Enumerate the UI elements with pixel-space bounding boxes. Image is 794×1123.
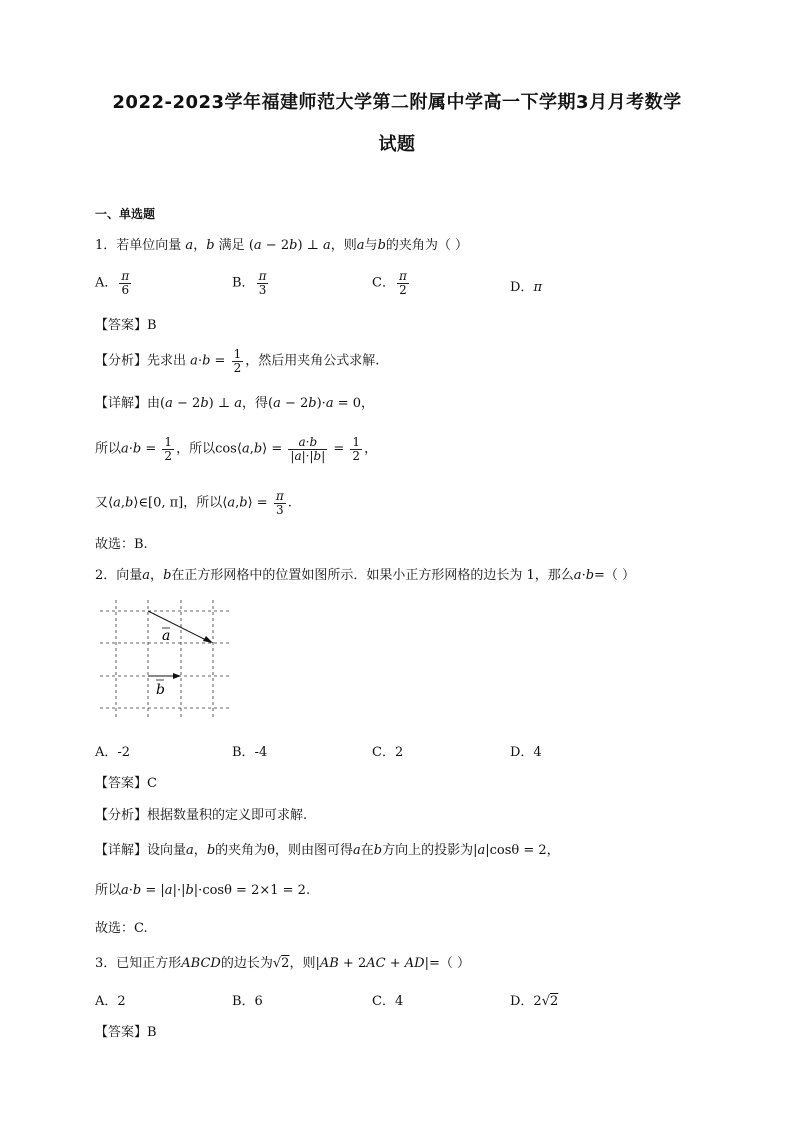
grid-lines: [100, 600, 232, 720]
q1-option-c: C． $\frac{\pi}{2}$: [372, 269, 407, 297]
q2-detail-line2: 所以a·b = |a|·|b|·cosθ = 2×1 = 2.: [95, 883, 311, 898]
q1-detail: 【详解】由(a − 2b) ⊥ a，得(a − 2b)·a = 0，: [95, 396, 375, 411]
vector-b-label: b: [156, 682, 165, 698]
q2-option-c: C．2: [372, 745, 404, 760]
q1-option-a: A． $\frac{\pi}{6}$: [95, 269, 130, 297]
q3-option-d: D．2√2: [510, 994, 559, 1009]
q2-analysis: 【分析】根据数量积的定义即可求解.: [95, 808, 308, 823]
q1-analysis: 【分析】先求出 a·b = $\frac{1}{2}$ ，然后用夹角公式求解.: [95, 347, 380, 375]
document-title-line2: 试题: [378, 134, 416, 155]
q2-conclusion: 故选：C.: [95, 921, 148, 936]
q3-option-a: A．2: [95, 994, 126, 1009]
section-heading: 一、单选题: [95, 207, 156, 221]
q3-option-c: C．4: [372, 994, 404, 1009]
q1-detail-line3: 又⟨a,b⟩∈[0, π]，所以⟨a,b⟩ = $\frac{\pi}{3}$ .: [95, 489, 292, 517]
q2-answer: 【答案】C: [95, 776, 157, 791]
q1-conclusion: 故选：B.: [95, 537, 148, 552]
document-title-line1: 2022-2023学年福建师范大学第二附属中学高一下学期3月月考数学: [112, 92, 682, 113]
q2-option-b: B．-4: [232, 745, 268, 760]
q3-stem: 3．已知正方形ABCD的边长为√2，则|AB + 2AC + AD|=（ ）: [95, 956, 470, 971]
q1-detail-line2: 所以a·b = $\frac{1}{2}$ ，所以cos⟨a,b⟩ = $\frac{a\cdot b}{|a|\cdot|b|}$ = $\frac{1}{2}$ ，: [95, 435, 378, 463]
vector-a-arrow: [148, 611, 213, 643]
q1-option-b: B． $\frac{\pi}{3}$: [232, 269, 267, 297]
vector-a-label: a: [162, 628, 171, 644]
q2-option-d: D．4: [510, 745, 542, 760]
q2-stem: 2．向量a，b在正方形网格中的位置如图所示．如果小正方形网格的边长为 1，那么a·b=（ ）: [95, 568, 636, 583]
vector-b-arrow: [148, 673, 181, 679]
vector-grid-figure: [96, 598, 236, 722]
q1-stem: 1．若单位向量 a，b 满足 (a − 2b) ⊥ a，则a与b的夹角为（ ）: [95, 238, 469, 253]
q3-answer: 【答案】B: [95, 1025, 157, 1040]
q2-option-a: A．-2: [95, 745, 131, 760]
q1-answer: 【答案】B: [95, 318, 157, 333]
q3-option-b: B．6: [232, 994, 263, 1009]
q2-detail: 【详解】设向量a，b的夹角为θ，则由图可得a在b方向上的投影为|a|cosθ = 2，: [95, 843, 560, 858]
q1-option-d: D．π: [510, 280, 542, 295]
